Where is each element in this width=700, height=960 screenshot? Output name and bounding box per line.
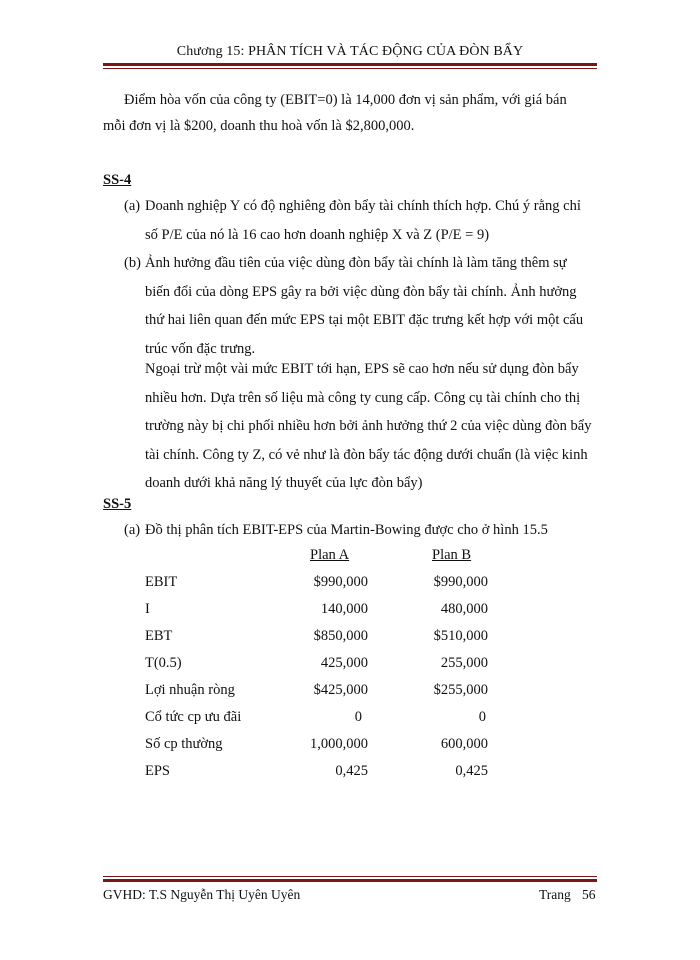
plan-a-value: 425,000: [320, 655, 368, 671]
ss5-a-text: Đồ thị phân tích EBIT-EPS của Martin-Bowing được cho ở hình 15.5: [145, 522, 548, 538]
row-label: EPS: [145, 763, 170, 779]
row-label: EBT: [145, 628, 173, 644]
row-label: T(0.5): [145, 655, 182, 671]
footer-rule-thin: [103, 876, 597, 877]
plan-b-value: 0,425: [455, 763, 488, 779]
row-label: Lợi nhuận ròng: [145, 682, 235, 698]
plan-b-value: 480,000: [440, 601, 488, 617]
plan-a-value: 140,000: [320, 601, 368, 617]
ss4-b-label: (b): [124, 255, 141, 271]
row-label: Cổ tức cp ưu đãi: [145, 709, 242, 725]
ss4-a-text: Doanh nghiệp Y có độ nghiêng đòn bẩy tài chính thích hợp. Chú ý rằng chỉ số P/E của nó là 16 cao hơn doanh nghiệp X và Z (P/E = 9): [145, 198, 581, 243]
footer-page-number: 56: [582, 887, 596, 902]
header-title: Chương 15: PHÂN TÍCH VÀ TÁC ĐỘNG CỦA ĐÒN BẨY: [176, 44, 524, 59]
plan-b-value: 0: [478, 709, 486, 725]
plan-a-value: $425,000: [313, 682, 368, 698]
header-rule-thin: [103, 68, 597, 69]
column-header-plan-b: Plan B: [432, 547, 472, 563]
ss4-a-label: (a): [124, 198, 141, 214]
plan-b-value: $990,000: [433, 574, 488, 590]
row-label: Số cp thường: [145, 736, 223, 752]
ss4-b-continuation: Ngoại trừ một vài mức EBIT tới hạn, EPS sẽ cao hơn nếu sử dụng đòn bẩy nhiều hơn. Dựa trên số liệu mà công ty cung cấp. Công cụ tài chính cho thị trường này bị chi phối nhiều hơn bởi ảnh hưởng thứ 2 của việc dùng đòn bẩy tài chính. Công ty Z, có vẻ như là đòn bẩy tác động dưới chuẩn (là việc kinh doanh dưới khả năng lý thuyết của lực đòn bẩy): [145, 361, 592, 491]
plan-b-value: 255,000: [440, 655, 488, 671]
plan-a-value: 0,425: [335, 763, 368, 779]
plan-a-value: $850,000: [313, 628, 368, 644]
ss5-a-label: (a): [124, 522, 141, 538]
intro-line-2: mỗi đơn vị là $200, doanh thu hoà vốn là $2,800,000.: [103, 118, 415, 134]
row-label: I: [145, 601, 150, 617]
header-rule-thick: [103, 63, 597, 66]
footer-instructor: GVHD: T.S Nguyễn Thị Uyên Uyên: [103, 887, 301, 902]
ss5-heading: SS-5: [103, 496, 132, 512]
footer-page-label: Trang: [539, 887, 571, 902]
footer-rule-thick: [103, 879, 597, 882]
plan-a-value: $990,000: [313, 574, 368, 590]
row-label: EBIT: [145, 574, 178, 590]
column-header-plan-a: Plan A: [310, 547, 350, 563]
ss4-item-a: [124, 192, 594, 249]
intro-line-1: Điểm hòa vốn của công ty (EBIT=0) là 14,000 đơn vị sản phẩm, với giá bán: [124, 92, 567, 108]
plan-b-value: $255,000: [433, 682, 488, 698]
ss4-heading: SS-4: [103, 172, 132, 188]
plan-b-value: $510,000: [433, 628, 488, 644]
ss5-item-a: [124, 516, 594, 545]
ss4-item-b: [124, 249, 594, 363]
plan-b-value: 600,000: [440, 736, 488, 752]
plan-a-value: 1,000,000: [310, 736, 368, 752]
ss4-b-text: Ảnh hưởng đầu tiên của việc dùng đòn bẩy tài chính là làm tăng thêm sự biến đổi của dòng EPS gây ra bởi việc dùng đòn bẩy tài chính. Ảnh hưởng thứ hai liên quan đến mức EPS tại một EBIT đặc trưng kết hợp với một cấu trúc vốn đặc trưng.: [145, 255, 584, 357]
plan-a-value: 0: [354, 709, 362, 725]
